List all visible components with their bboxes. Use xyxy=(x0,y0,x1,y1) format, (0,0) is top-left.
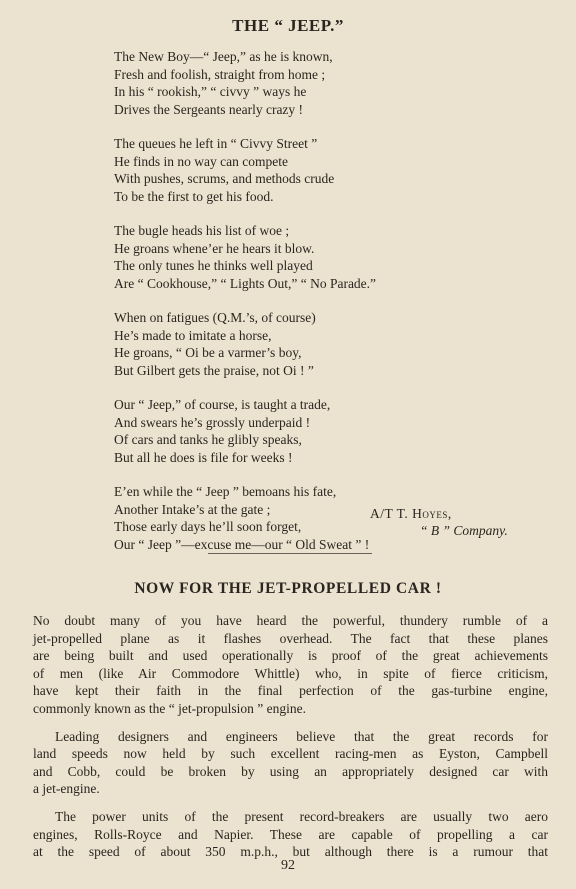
poem-title: THE “ JEEP.” xyxy=(232,16,344,35)
paragraph-line: land speeds now held by such excellent racing-men as Eyston, Campbell xyxy=(33,746,548,762)
article-paragraph xyxy=(33,728,548,798)
poem-line: In his “ rookish,” “ civvy ” ways he xyxy=(114,84,307,99)
poem-line: Are “ Cookhouse,” “ Lights Out,” “ No Parade.” xyxy=(114,275,377,291)
poem-line: To be the first to get his food. xyxy=(114,188,274,204)
poem-line: He groans, “ Oi be a varmer’s boy, xyxy=(114,345,302,360)
poem-stanza xyxy=(114,48,554,118)
poem-stanza xyxy=(114,135,554,205)
poem-line: He groans whene’er he hears it blow. xyxy=(114,240,315,256)
article-title: NOW FOR THE JET-PROPELLED CAR ! xyxy=(134,580,442,597)
article-paragraph xyxy=(33,612,548,718)
paragraph-line: have kept their faith in the final perfection of the gas-turbine engine, xyxy=(33,683,548,699)
poem-line: Another Intake’s at the gate ; xyxy=(114,501,271,517)
page-number: 92 xyxy=(281,858,295,873)
poem-line: The New Boy—“ Jeep,” as he is known, xyxy=(114,49,333,64)
poem-company: “ B ” Company. xyxy=(420,523,508,538)
poem-line: He’s made to imitate a horse, xyxy=(114,327,272,343)
paragraph-line: at the speed of about 350 m.p.h., but although there is a rumour that xyxy=(33,844,548,860)
paragraph-line: Leading designers and engineers believe that the great records for xyxy=(55,728,548,744)
paragraph-line: and Cobb, could be broken by using an appropriately designed car with xyxy=(33,763,548,779)
section-divider xyxy=(208,553,372,554)
poem-stanza xyxy=(114,222,554,292)
poem-line: Our “ Jeep,” of course, is taught a trade, xyxy=(114,397,331,412)
paragraph-line: a jet-engine. xyxy=(33,781,100,797)
poem-line: Drives the Sergeants nearly crazy ! xyxy=(114,101,304,117)
poem-line: Fresh and foolish, straight from home ; xyxy=(114,66,326,82)
poem-line: But all he does is file for weeks ! xyxy=(114,449,293,465)
paragraph-line: No doubt many of you have heard the powerful, thundery rumble of a xyxy=(33,613,548,628)
paragraph-line: commonly known as the “ jet-propulsion ” engine. xyxy=(33,700,306,716)
paragraph-line: jet-propelled plane as it flashes overhead. The fact that these planes xyxy=(33,630,548,646)
poem-line: Of cars and tanks he glibly speaks, xyxy=(114,432,302,447)
article-paragraph xyxy=(33,808,548,861)
poem-line: He finds in no way can compete xyxy=(114,153,288,169)
poem-stanza xyxy=(114,396,554,466)
poem-line: With pushes, scrums, and methods crude xyxy=(114,171,335,186)
poem-line: Our “ Jeep ”—excuse me—our “ Old Sweat ” ! xyxy=(114,536,370,552)
paragraph-line: of men (like Air Commodore Whittle) who, in spite of fierce criticism, xyxy=(33,665,548,681)
poem-line: The only tunes he thinks well played xyxy=(114,258,313,273)
poem-line: The queues he left in “ Civvy Street ” xyxy=(114,136,318,151)
poem-stanza xyxy=(114,483,554,553)
poem-line: Those early days he’ll soon forget, xyxy=(114,519,302,534)
poem-line: But Gilbert gets the praise, not Oi ! ” xyxy=(114,362,314,378)
article-body xyxy=(33,612,548,871)
poem-body xyxy=(114,48,554,570)
poem-line: The bugle heads his list of woe ; xyxy=(114,223,290,238)
poem-line: And swears he’s grossly underpaid ! xyxy=(114,414,311,430)
poem-line: E’en while the “ Jeep ” bemoans his fate, xyxy=(114,484,337,499)
poem-author: A/T T. Hoyes, xyxy=(370,506,452,521)
poem-stanza xyxy=(114,309,554,379)
paragraph-line: engines, Rolls-Royce and Napier. These are capable of propelling a car xyxy=(33,826,548,842)
poem-line: When on fatigues (Q.M.’s, of course) xyxy=(114,310,316,325)
paragraph-line: are being built and used operationally is proof of the great achievements xyxy=(33,648,548,664)
paragraph-line: The power units of the present record-breakers are usually two aero xyxy=(55,808,548,824)
